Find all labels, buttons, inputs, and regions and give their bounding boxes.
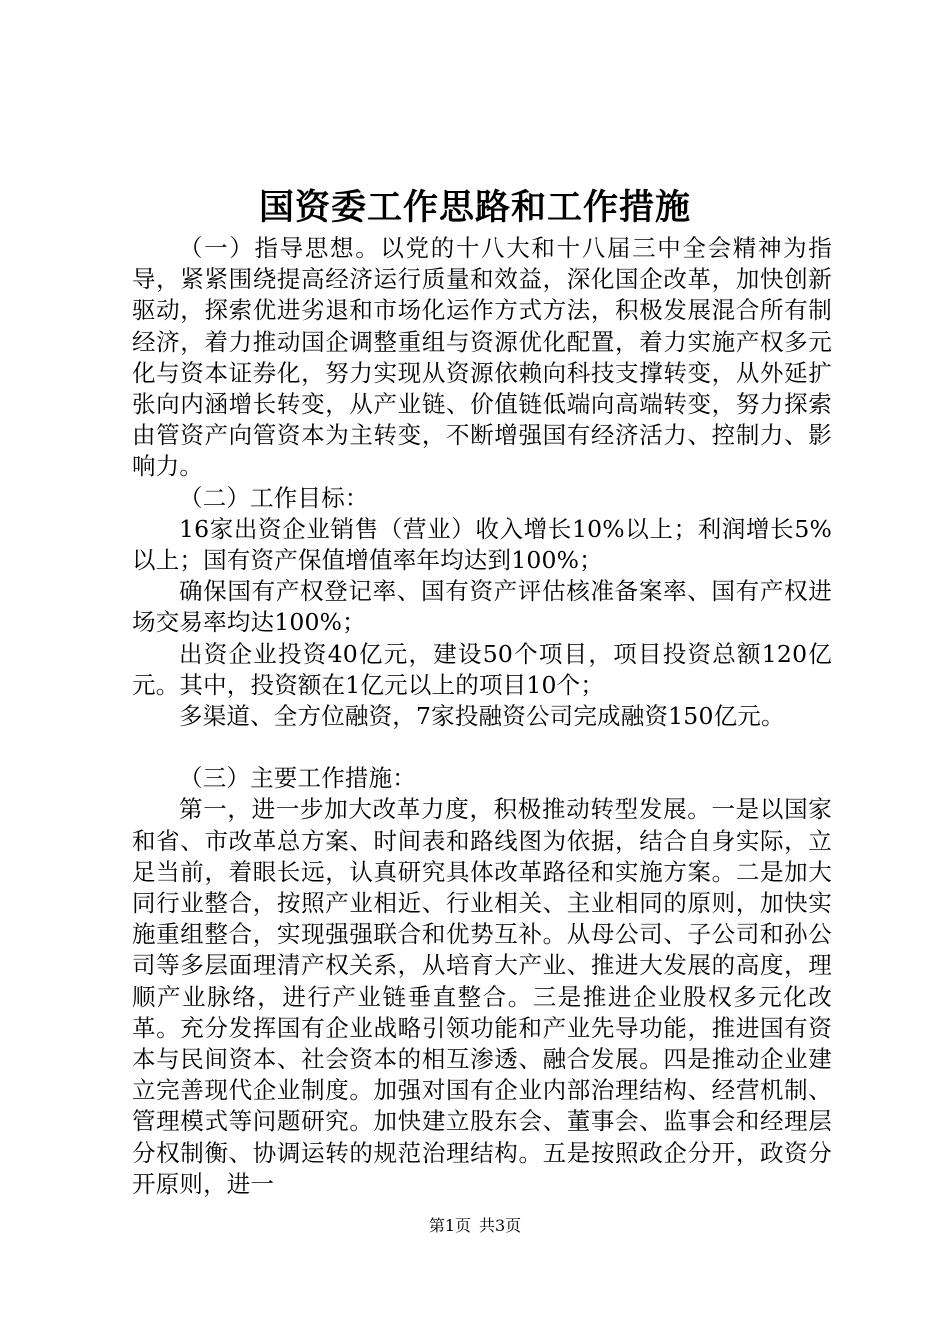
paragraph-goal-investment: 出资企业投资40亿元，建设50个项目，项目投资总额120亿元。其中，投资额在1亿元以上的项目10个；	[132, 639, 832, 699]
document-title: 国资委工作思路和工作措施	[258, 187, 691, 228]
page-total: 共3页	[479, 1216, 522, 1235]
paragraph-work-goals-heading: （二）工作目标：	[179, 483, 369, 512]
paragraph-goal-revenue: 16家出资企业销售（营业）收入增长10%以上；利润增长5%以上；国有资产保值增值率年均达到100%；	[132, 514, 832, 575]
paragraph-measures-heading: （三）主要工作措施：	[179, 764, 416, 793]
paragraph-goal-property-rights: 确保国有产权登记率、国有资产评估核准备案率、国有产权进场交易率均达100%；	[132, 577, 832, 637]
page-number: 第1页	[428, 1216, 471, 1235]
paragraph-measure-one: 第一，进一步加大改革力度，积极推动转型发展。一是以国家和省、市改革总方案、时间表和路线图为依据，结合自身实际，立足当前，着眼长远，认真研究具体改革路径和实施方案。二是加大同行业整合，按照产业相近、行业相关、主业相同的原则，加快实施重组整合，实现强强联合和优势互补。从母公司、子公司和孙公司等多层面理清产权关系，从培育大产业、推进大发展的高度，理顺产业脉络，进行产业链垂直整合。三是推进企业股权多元化改革。充分发挥国有企业战略引领功能和产业先导功能，推进国有资本与民间资本、社会资本的相互渗透、融合发展。四是推动企业建立完善现代企业制度。加强对国有企业内部治理结构、经营机制、管理模式等问题研究。加快建立股东会、董事会、监事会和经理层分权制衡、协调运转的规范治理结构。五是按照政企分开，政资分开原则，进一	[132, 795, 832, 1198]
paragraph-goal-financing: 多渠道、全方位融资，7家投融资公司完成融资150亿元。	[179, 702, 785, 731]
page-footer	[0, 1215, 950, 1237]
document-body	[132, 233, 832, 1200]
paragraph-spacer	[132, 732, 832, 763]
paragraph-guiding-ideology: （一）指导思想。以党的十八大和十八届三中全会精神为指导，紧紧围绕提高经济运行质量和效益，深化国企改革，加快创新驱动，探索优进劣退和市场化运作方式方法，积极发展混合所有制经济，着力推动国企调整重组与资源优化配置，着力实施产权多元化与资本证券化，努力实现从资源依赖向科技支撑转变，从外延扩张向内涵增长转变，从产业链、价值链低端向高端转变，努力探索由管资产向管资本为主转变，不断增强国有经济活力、控制力、影响力。	[132, 234, 832, 481]
